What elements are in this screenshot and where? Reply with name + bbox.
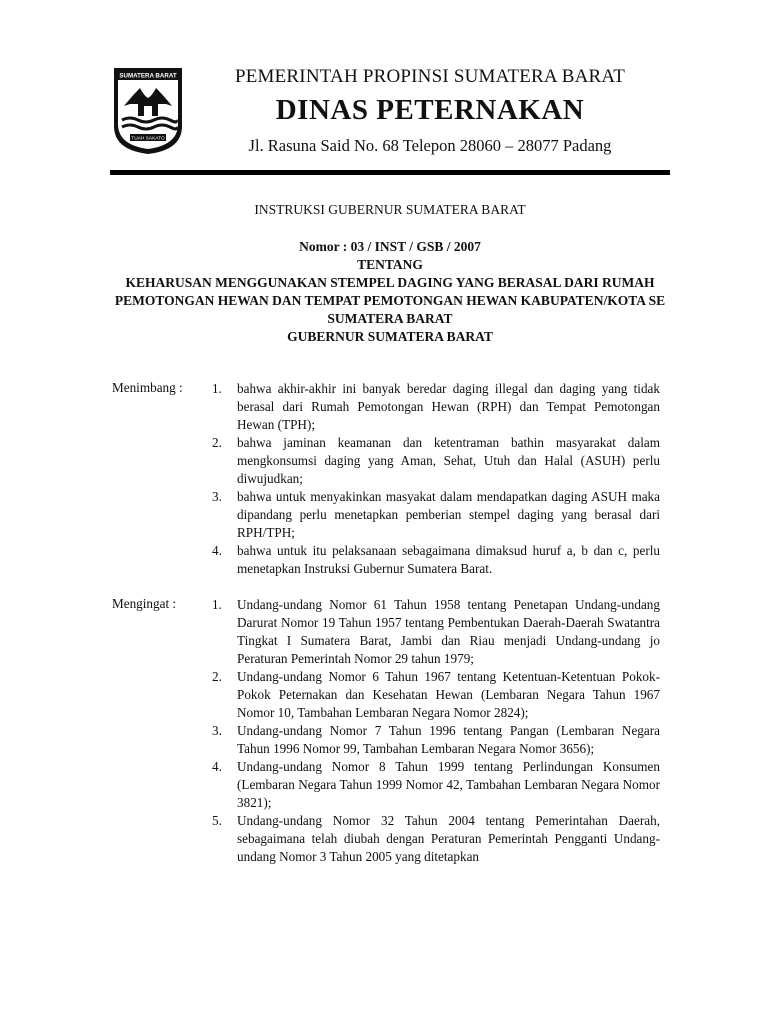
list-item [212, 596, 660, 668]
item-text: bahwa akhir-akhir ini banyak beredar daging illegal dan daging yang tidak berasal dari Rumah Pemotongan Hewan (RPH) dan Tempat Pemotongan Hewan (TPH); [237, 381, 660, 432]
item-number: 4. [212, 759, 222, 774]
item-number: 3. [212, 723, 222, 738]
government-name: PEMERINTAH PROPINSI SUMATERA BARAT [234, 66, 626, 87]
item-number: 2. [212, 435, 222, 450]
province-emblem [112, 66, 184, 156]
list-item [212, 722, 660, 758]
item-number: 2. [212, 669, 222, 684]
list-item [212, 668, 660, 722]
instruction-number: Nomor : 03 / INST / GSB / 2007 [299, 239, 481, 254]
mengingat-list [212, 596, 660, 866]
item-number: 1. [212, 381, 222, 396]
item-number: 5. [212, 813, 222, 828]
item-text: Undang-undang Nomor 6 Tahun 1967 tentang Ketentuan-Ketentuan Pokok-Pokok Peternakan dan Kesehatan Hewan (Lembaran Negara Tahun 1967 Nomor 10, Tambahan Lembaran Negara Nomor 2824); [237, 669, 660, 720]
item-number: 1. [212, 597, 222, 612]
list-item [212, 542, 660, 578]
agency-address: Jl. Rasuna Said No. 68 Telepon 28060 – 28077 Padang [248, 136, 612, 155]
list-item [212, 758, 660, 812]
item-number: 3. [212, 489, 222, 504]
governor-heading: GUBERNUR SUMATERA BARAT [287, 329, 493, 344]
item-text: Undang-undang Nomor 8 Tahun 1999 tentang Perlindungan Konsumen (Lembaran Negara Tahun 1999 Nomor 42, Tambahan Lembaran Negara Nomor 3821); [237, 759, 660, 810]
item-number: 4. [212, 543, 222, 558]
list-item [212, 434, 660, 488]
item-text: bahwa untuk itu pelaksanaan sebagaimana dimaksud huruf a, b dan c, perlu menetapkan Instruksi Gubernur Sumatera Barat. [237, 543, 660, 576]
list-item [212, 812, 660, 866]
item-text: bahwa jaminan keamanan dan ketentraman bathin masyarakat dalam mengkonsumsi daging yang Aman, Sehat, Utuh dan Halal (ASUH) perlu diwujudkan; [237, 435, 660, 486]
list-item [212, 380, 660, 434]
emblem-motto-text: TUAH SAKATO [131, 136, 165, 142]
instruction-title: INSTRUKSI GUBERNUR SUMATERA BARAT [254, 202, 526, 217]
emblem-icon [112, 66, 184, 156]
menimbang-list [212, 380, 660, 578]
list-item [212, 488, 660, 542]
emblem-top-text: SUMATERA BARAT [119, 72, 177, 80]
instruction-subject: KEHARUSAN MENGGUNAKAN STEMPEL DAGING YANG BERASAL DARI RUMAH PEMOTONGAN HEWAN DAN TEMPAT PEMOTONGAN HEWAN KABUPATEN/KOTA SE SUMATERA BARAT [114, 275, 666, 326]
tentang-label: TENTANG [357, 257, 423, 272]
item-text: Undang-undang Nomor 7 Tahun 1996 tentang Pangan (Lembaran Negara Tahun 1996 Nomor 99, Tambahan Lembaran Negara Nomor 3656); [237, 723, 660, 756]
mengingat-label: Mengingat : [112, 596, 177, 611]
item-text: Undang-undang Nomor 61 Tahun 1958 tentang Penetapan Undang-undang Darurat Nomor 19 Tahun 1957 tentang Pembentukan Daerah-Daerah Swatantra Tingkat I Sumatera Barat, Jambi dan Riau menjadi Undang-undang jo Peraturan Pemerintah Nomor 29 tahun 1979; [237, 597, 660, 666]
item-text: Undang-undang Nomor 32 Tahun 2004 tentang Pemerintahan Daerah, sebagaimana telah diubah dengan Peraturan Pemerintah Pengganti Undang-undang Nomor 3 Tahun 2005 yang ditetapkan [237, 813, 660, 864]
document-title-block [110, 202, 670, 346]
agency-name: DINAS PETERNAKAN [275, 94, 585, 126]
item-text: bahwa untuk menyakinkan masyakat dalam mendapatkan daging ASUH maka dipandang perlu menetapkan pemberian stempel daging yang berasal dari RPH/TPH; [237, 489, 660, 540]
letterhead-divider [110, 170, 670, 175]
menimbang-label: Menimbang : [112, 380, 183, 395]
